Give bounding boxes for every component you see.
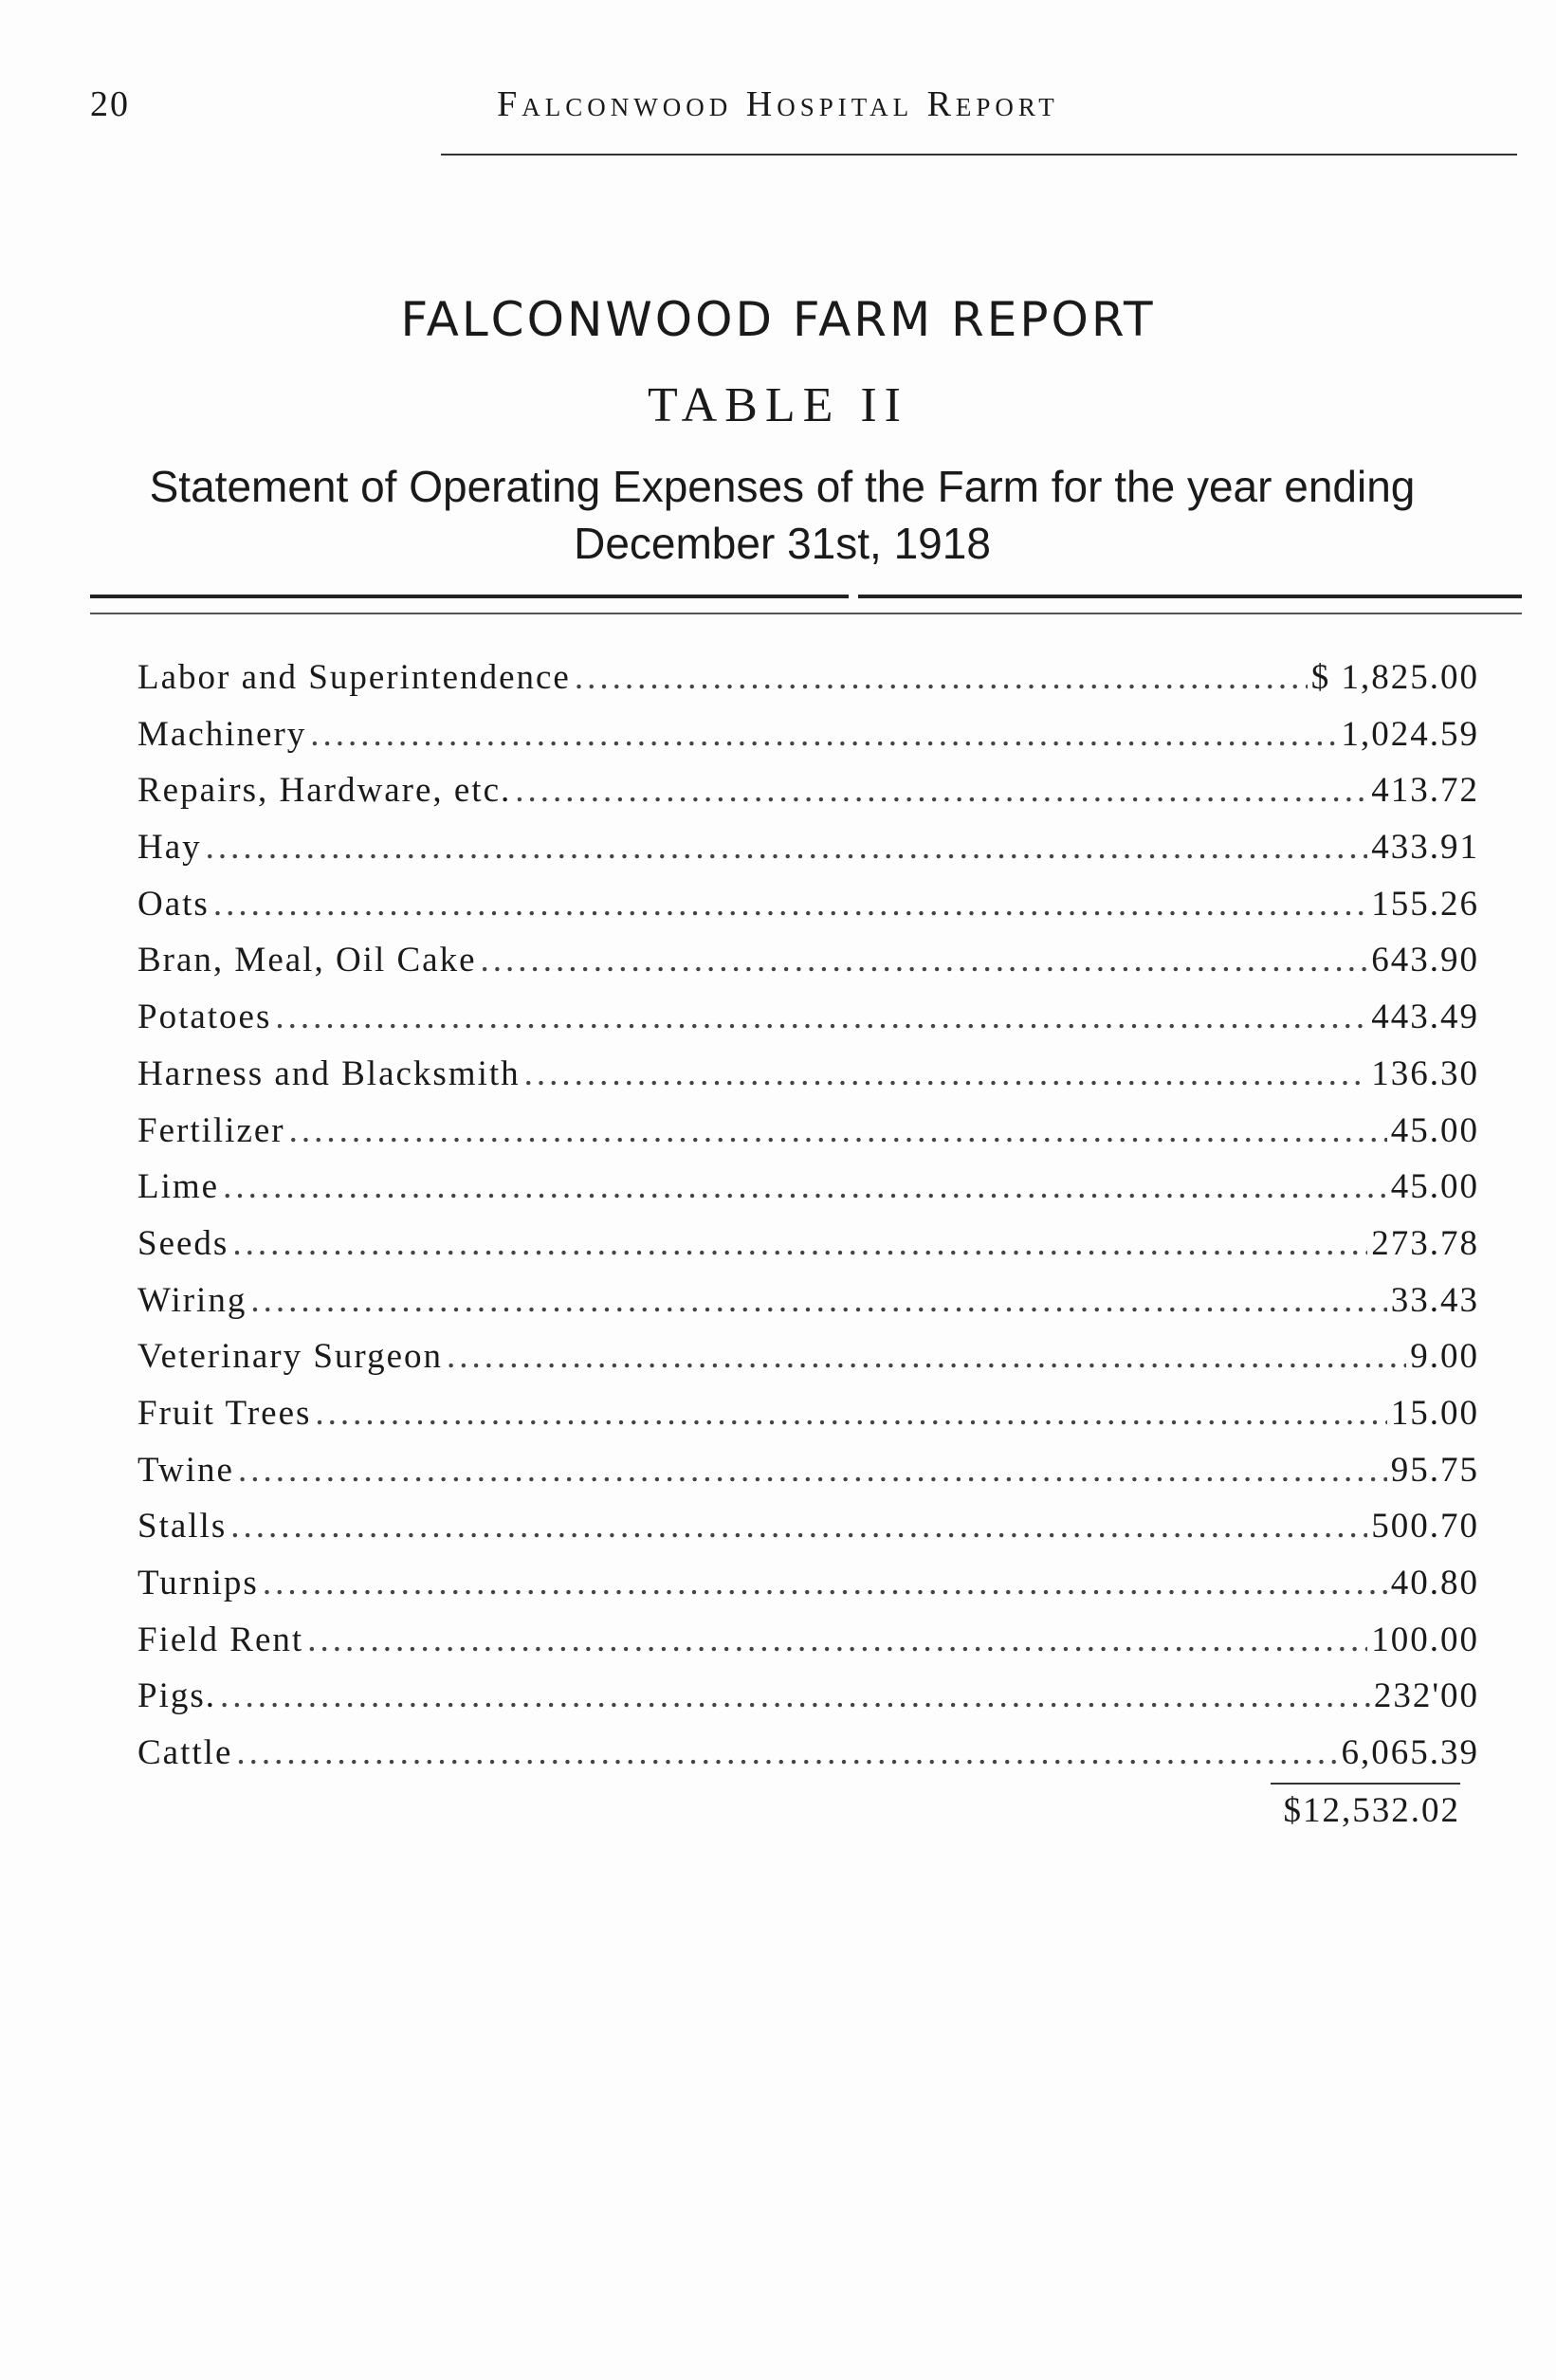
expense-amount: 643.90 — [1371, 941, 1479, 980]
dot-leader — [447, 1328, 1406, 1385]
expense-amount: 413.72 — [1371, 771, 1479, 811]
expense-label: Labor and Superintendence — [137, 658, 571, 697]
caption-line-1: Statement of Operating Expenses of the Farm for the year ending — [149, 462, 1416, 511]
caption-line-2: December 31st, 1918 — [574, 519, 991, 568]
expense-label: Turnips — [137, 1564, 259, 1602]
dot-leader — [250, 1272, 1386, 1329]
dot-leader — [315, 1385, 1386, 1442]
expense-amount: 95.75 — [1390, 1450, 1479, 1490]
expense-label: Fertilizer — [137, 1110, 285, 1150]
expense-amount: 40.80 — [1390, 1564, 1479, 1602]
expense-row — [137, 932, 1479, 989]
expense-amount: 45.00 — [1390, 1167, 1479, 1207]
expense-label: Field Rent — [137, 1620, 304, 1659]
expense-row — [137, 1498, 1479, 1555]
dot-leader — [307, 1612, 1367, 1669]
expense-label: Cattle — [137, 1733, 233, 1773]
expense-amount: 15.00 — [1390, 1393, 1479, 1433]
dot-leader — [223, 1159, 1387, 1216]
expense-label: Machinery — [137, 714, 307, 754]
expense-row — [137, 706, 1479, 763]
table-number: TABLE II — [648, 378, 908, 432]
report-title: FALCONWOOD FARM REPORT — [400, 292, 1156, 347]
expense-label: Oats — [137, 884, 210, 924]
double-rule-right-thick — [858, 595, 1522, 598]
expense-row — [137, 1046, 1479, 1103]
expense-amount: 33.43 — [1390, 1280, 1479, 1320]
expense-row — [137, 1612, 1479, 1669]
expense-amount: 155.26 — [1371, 884, 1479, 924]
table-caption — [38, 458, 1527, 572]
expense-label: Lime — [137, 1167, 220, 1207]
expense-amount: 1,024.59 — [1341, 714, 1479, 754]
expense-amount: $ 1,825.00 — [1310, 658, 1479, 697]
expense-row — [137, 1216, 1479, 1272]
double-rule-thin — [90, 613, 1522, 614]
expense-label: Veterinary Surgeon — [137, 1337, 443, 1377]
expense-label: Bran, Meal, Oil Cake — [137, 941, 477, 980]
expense-total: $12,532.02 — [1283, 1791, 1460, 1830]
dot-leader — [524, 1046, 1368, 1103]
expense-row — [137, 876, 1479, 933]
expense-label: Repairs, Hardware, etc. — [137, 771, 512, 811]
double-rule-left-thick — [90, 595, 849, 598]
expense-row — [137, 1442, 1479, 1499]
expense-row — [137, 1272, 1479, 1329]
expense-amount: 100.00 — [1371, 1620, 1479, 1659]
dot-leader — [220, 1668, 1370, 1725]
dot-leader — [515, 762, 1367, 819]
expense-list — [137, 650, 1479, 1782]
dot-leader — [238, 1442, 1387, 1499]
expense-label: Harness and Blacksmith — [137, 1053, 521, 1093]
expense-row — [137, 819, 1479, 876]
running-head: Falconwood Hospital Report — [497, 84, 1059, 124]
expense-row — [137, 989, 1479, 1046]
expense-label: Twine — [137, 1450, 234, 1490]
dot-leader — [263, 1555, 1387, 1612]
expense-amount: 273.78 — [1371, 1223, 1479, 1263]
header-rule — [441, 154, 1517, 156]
dot-leader — [236, 1725, 1337, 1782]
expense-row — [137, 1725, 1479, 1782]
expense-label: Hay — [137, 828, 202, 868]
expense-row — [137, 1159, 1479, 1216]
expense-row — [137, 650, 1479, 706]
expense-amount: 45.00 — [1390, 1110, 1479, 1150]
expense-row — [137, 1668, 1479, 1725]
expense-amount: 136.30 — [1371, 1053, 1479, 1093]
dot-leader — [575, 650, 1308, 706]
expense-label: Fruit Trees — [137, 1393, 312, 1433]
dot-leader — [481, 932, 1368, 989]
expense-label: Potatoes — [137, 998, 272, 1037]
expense-amount: 6,065.39 — [1341, 1733, 1479, 1773]
expense-label: Pigs. — [137, 1676, 217, 1716]
expense-amount: 500.70 — [1371, 1507, 1479, 1547]
dot-leader — [232, 1216, 1367, 1272]
expense-label: Seeds — [137, 1223, 229, 1263]
dot-leader — [230, 1498, 1367, 1555]
expense-label: Wiring — [137, 1280, 247, 1320]
expense-amount: 433.91 — [1371, 828, 1479, 868]
dot-leader — [206, 819, 1368, 876]
expense-row — [137, 1328, 1479, 1385]
dot-leader — [213, 876, 1367, 933]
expense-label: Stalls — [137, 1507, 228, 1547]
expense-row — [137, 762, 1479, 819]
page-number: 20 — [90, 84, 130, 124]
expense-amount: 9.00 — [1410, 1337, 1479, 1377]
dot-leader — [310, 706, 1337, 763]
dot-leader — [289, 1103, 1387, 1160]
expense-row — [137, 1103, 1479, 1160]
expense-amount: 443.49 — [1371, 998, 1479, 1037]
dot-leader — [275, 989, 1367, 1046]
expense-row — [137, 1555, 1479, 1612]
expense-amount: 232'00 — [1373, 1676, 1479, 1716]
expense-row — [137, 1385, 1479, 1442]
